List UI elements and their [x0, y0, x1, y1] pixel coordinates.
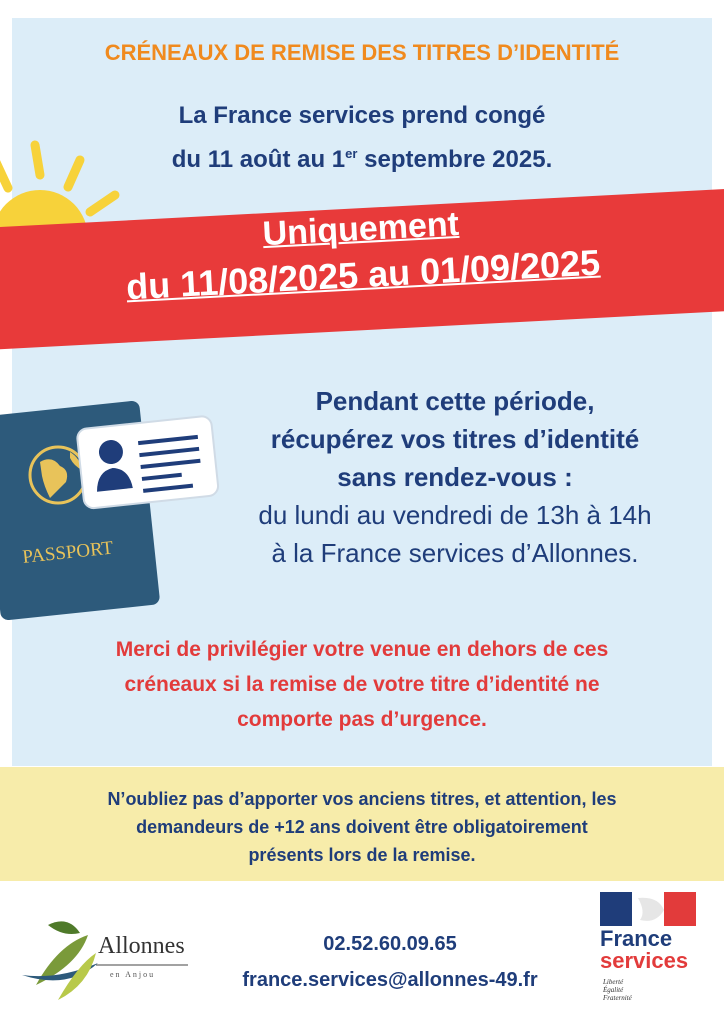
- intro-line-2-sup: er: [345, 146, 358, 161]
- banner-line-2: du 11/08/2025 au 01/09/2025: [125, 241, 602, 308]
- allonnes-logo: [18, 905, 198, 1005]
- republic-motto: [603, 978, 632, 1002]
- notice-text: [20, 785, 704, 869]
- pickup-line-3: sans rendez-vous :: [337, 462, 573, 492]
- passport-label: PASSPORT: [21, 537, 115, 568]
- notice-line-3: présents lors de la remise.: [248, 845, 476, 865]
- email-address[interactable]: france.services@allonnes-49.fr: [242, 969, 538, 991]
- allonnes-sub: en Anjou: [110, 970, 156, 979]
- motto-1: Liberté: [603, 978, 624, 986]
- pickup-line-4: du lundi au vendredi de 13h à 14h: [258, 500, 652, 530]
- marianne-flag-icon: [598, 890, 704, 930]
- pickup-line-5: à la France services d’Allonnes.: [271, 538, 639, 568]
- intro-line-1: La France services prend congé: [178, 102, 546, 129]
- notice-box: [0, 767, 724, 881]
- fs-line-1: France: [600, 926, 673, 951]
- allonnes-name: Allonnes: [98, 933, 185, 959]
- passport-illustration: [0, 400, 220, 620]
- notice-line-1: N’oubliez pas d’apporter vos anciens titres, et attention, les: [107, 789, 617, 809]
- motto-2: Égalité: [603, 986, 624, 994]
- motto-3: Fraternité: [603, 994, 632, 1002]
- notice-line-2: demandeurs de +12 ans doivent être obligatoirement: [136, 817, 588, 837]
- france-services-logo-text: [600, 928, 688, 972]
- intro-line-2-pre: du 11 août au 1: [171, 146, 346, 173]
- warning-line-2: créneaux si la remise de votre titre d’identité ne: [124, 673, 600, 696]
- pickup-line-2: récupérez vos titres d’identité: [270, 424, 640, 454]
- fs-line-2: services: [600, 948, 689, 973]
- pickup-info: [200, 382, 710, 572]
- pickup-line-1: Pendant cette période,: [315, 386, 595, 416]
- contact-info: [200, 926, 580, 998]
- warning-text: [20, 632, 704, 737]
- banner-line-1: Uniquement: [261, 204, 460, 254]
- warning-line-1: Merci de privilégier votre venue en dehors de ces: [115, 638, 609, 661]
- phone-number[interactable]: 02.52.60.09.65: [323, 933, 457, 955]
- page-title: CRÉNEAUX DE REMISE DES TITRES D’IDENTITÉ: [104, 40, 620, 65]
- warning-line-3: comporte pas d’urgence.: [237, 708, 487, 731]
- id-card-icon: [76, 415, 219, 509]
- intro-line-2-post: septembre 2025.: [357, 146, 553, 173]
